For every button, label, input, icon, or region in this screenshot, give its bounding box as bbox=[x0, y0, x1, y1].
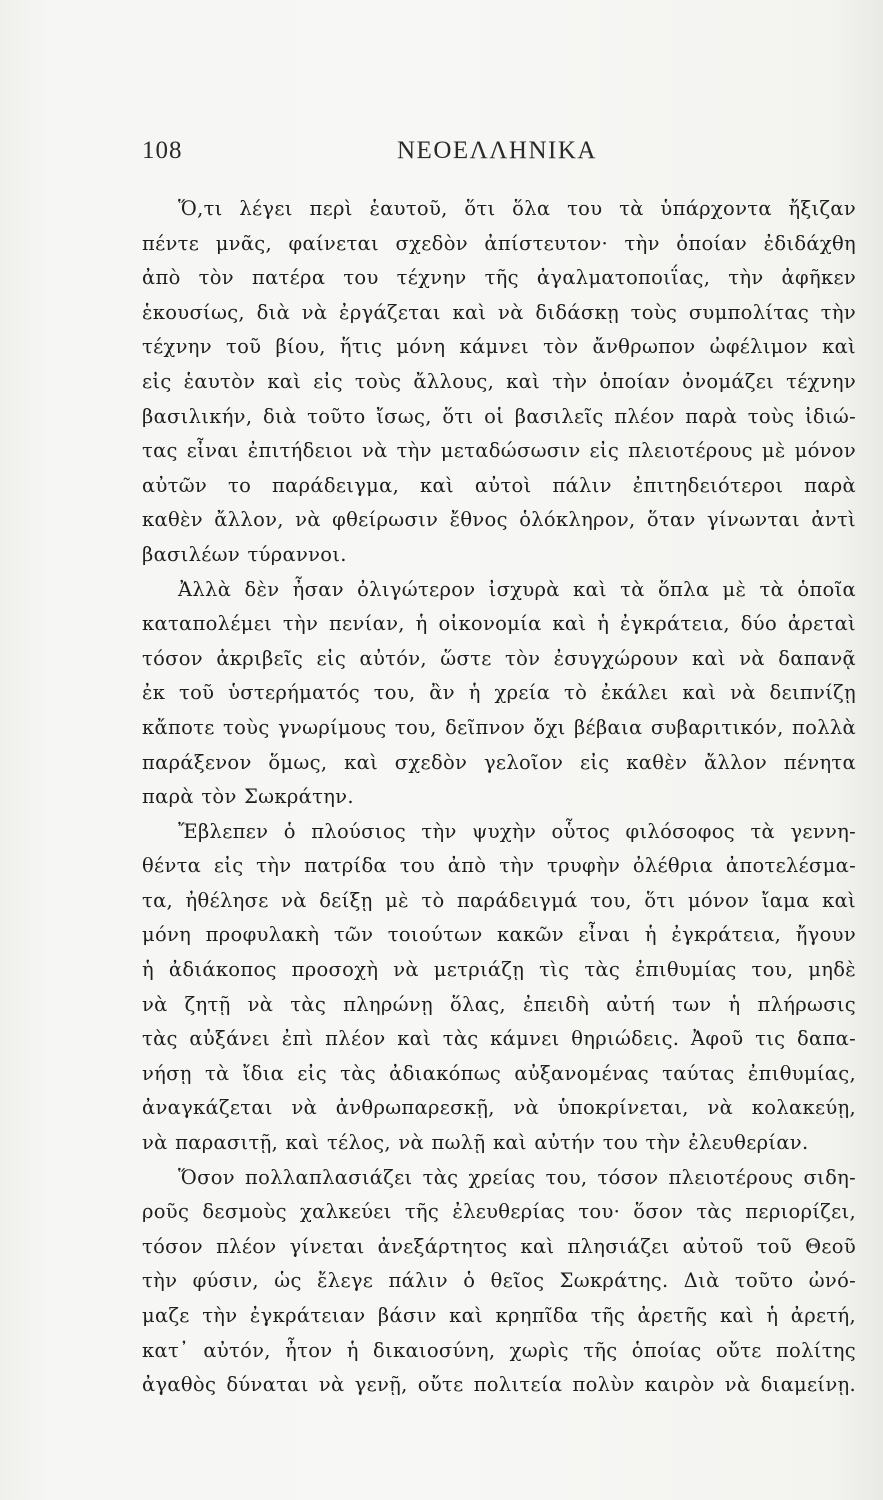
text-line: τέχνην τοῦ βίου, ἥτις μόνη κάμνει τὸν ἄνθρωπον ὠφέλιμον καὶ bbox=[142, 335, 856, 359]
text-line: τὴν φύσιν, ὡς ἔλεγε πάλιν ὁ θεῖος Σωκράτης. Διὰ τοῦτο ὠνό- bbox=[142, 1269, 856, 1293]
page-number: 108 bbox=[142, 137, 183, 164]
text-line: ἀγαθὸς δύναται νὰ γενῇ, οὔτε πολιτεία πολὺν καιρὸν νὰ διαμείνῃ. bbox=[142, 1373, 856, 1397]
text-line: ἐκ τοῦ ὑστερήματός του, ἂν ἡ χρεία τὸ ἐκάλει καὶ νὰ δειπνίζῃ bbox=[142, 681, 856, 705]
paragraph bbox=[142, 573, 856, 815]
text-line: κατ᾽ αὐτόν, ἦτον ἡ δικαιοσύνη, χωρὶς τῆς ὁποίας οὔτε πολίτης bbox=[142, 1338, 856, 1362]
text-line: βασιλέων τύραννοι. bbox=[142, 542, 347, 566]
text-line: ἡ ἀδιάκοπος προσοχὴ νὰ μετριάζῃ τὶς τὰς ἐπιθυμίας του, μηδὲ bbox=[142, 958, 856, 982]
text-line: παράξενον ὅμως, καὶ σχεδὸν γελοῖον εἰς καθὲν ἄλλον πένητα bbox=[142, 750, 856, 774]
paragraph bbox=[142, 1161, 856, 1403]
text-line: ροῦς δεσμοὺς χαλκεύει τῆς ἐλευθερίας του· ὅσον τὰς περιορίζει, bbox=[142, 1200, 856, 1224]
text-line: καθὲν ἄλλον, νὰ φθείρωσιν ἔθνος ὁλόκληρον, ὅταν γίνωνται ἀντὶ bbox=[142, 508, 856, 532]
paragraph bbox=[142, 192, 856, 573]
text-line: τόσον ἀκριβεῖς εἰς αὐτόν, ὥστε τὸν ἐσυγχώρουν καὶ νὰ δαπανᾷ bbox=[142, 646, 856, 670]
text-line: ἀναγκάζεται νὰ ἀνθρωπαρεσκῇ, νὰ ὑποκρίνεται, νὰ κολακεύῃ, bbox=[142, 1096, 856, 1120]
text-line: μόνη προφυλακὴ τῶν τοιούτων κακῶν εἶναι ἡ ἐγκράτεια, ἤγουν bbox=[142, 923, 856, 947]
text-line: νήσῃ τὰ ἴδια εἰς τὰς ἀδιακόπως αὐξανομένας ταύτας ἐπιθυμίας, bbox=[142, 1061, 856, 1085]
text-line: παρὰ τὸν Σωκράτην. bbox=[142, 785, 354, 809]
text-line: εἰς ἑαυτὸν καὶ εἰς τοὺς ἄλλους, καὶ τὴν ὁποίαν ὀνομάζει τέχνην bbox=[142, 369, 856, 393]
text-line: Ἔβλεπεν ὁ πλούσιος τὴν ψυχὴν οὗτος φιλόσοφος τὰ γεννη- bbox=[178, 819, 856, 843]
text-line: τόσον πλέον γίνεται ἀνεξάρτητος καὶ πλησιάζει αὐτοῦ τοῦ Θεοῦ bbox=[142, 1234, 856, 1258]
text-line: πέντε μνᾶς, φαίνεται σχεδὸν ἀπίστευτον· τὴν ὁποίαν ἐδιδάχθη bbox=[142, 231, 856, 255]
text-line: τα, ἠθέλησε νὰ δείξῃ μὲ τὸ παράδειγμά του, ὅτι μόνον ἴαμα καὶ bbox=[142, 888, 856, 912]
text-line: Ὅσον πολλαπλασιάζει τὰς χρείας του, τόσον πλειοτέρους σιδη- bbox=[178, 1165, 856, 1189]
text-line: ἀπὸ τὸν πατέρα του τέχνην τῆς ἀγαλματοποιΐας, τὴν ἀφῆκεν bbox=[142, 266, 856, 290]
text-line: τὰς αὐξάνει ἐπὶ πλέον καὶ τὰς κάμνει θηριώδεις. Ἀφοῦ τις δαπα- bbox=[142, 1027, 856, 1051]
text-line: βασιλικήν, διὰ τοῦτο ἴσως, ὅτι οἱ βασιλεῖς πλέον παρὰ τοὺς ἰδιώ- bbox=[142, 404, 856, 428]
text-line: κἄποτε τοὺς γνωρίμους του, δεῖπνον ὄχι βέβαια συβαριτικόν, πολλὰ bbox=[142, 715, 856, 739]
text-line: ἑκουσίως, διὰ νὰ ἐργάζεται καὶ νὰ διδάσκῃ τοὺς συμπολίτας τὴν bbox=[142, 300, 856, 324]
text-line: Ὅ,τι λέγει περὶ ἑαυτοῦ, ὅτι ὅλα του τὰ ὑπάρχοντα ἤξιζαν bbox=[178, 197, 856, 220]
running-head: ΝΕΟΕΛΛΗΝΙΚΑ bbox=[397, 137, 597, 164]
paragraph bbox=[142, 815, 856, 1161]
text-line: νὰ ζητῇ νὰ τὰς πληρώνῃ ὅλας, ἐπειδὴ αὐτή των ἡ πλήρωσις bbox=[142, 992, 856, 1016]
body-text bbox=[142, 192, 856, 1403]
text-line: τας εἶναι ἐπιτήδειοι νὰ τὴν μεταδώσωσιν εἰς πλειοτέρους μὲ μόνον bbox=[142, 439, 856, 463]
text-line: αὐτῶν το παράδειγμα, καὶ αὐτοὶ πάλιν ἐπιτηδειότεροι παρὰ bbox=[142, 473, 856, 497]
text-line: καταπολέμει τὴν πενίαν, ἡ οἰκονομία καὶ ἡ ἐγκράτεια, δύο ἀρεταὶ bbox=[142, 612, 856, 636]
text-line: νὰ παρασιτῇ, καὶ τέλος, νὰ πωλῇ καὶ αὐτήν του τὴν ἐλευθερίαν. bbox=[142, 1131, 809, 1155]
text-line: θέντα εἰς τὴν πατρίδα του ἀπὸ τὴν τρυφὴν ὀλέθρια ἀποτελέσμα- bbox=[142, 854, 856, 878]
text-line: Ἀλλὰ δὲν ἦσαν ὀλιγώτερον ἰσχυρὰ καὶ τὰ ὅπλα μὲ τὰ ὁποῖα bbox=[178, 577, 856, 601]
text-line: μαζε τὴν ἐγκράτειαν βάσιν καὶ κρηπῖδα τῆς ἀρετῆς καὶ ἡ ἀρετή, bbox=[142, 1304, 856, 1327]
page-header bbox=[142, 137, 730, 169]
